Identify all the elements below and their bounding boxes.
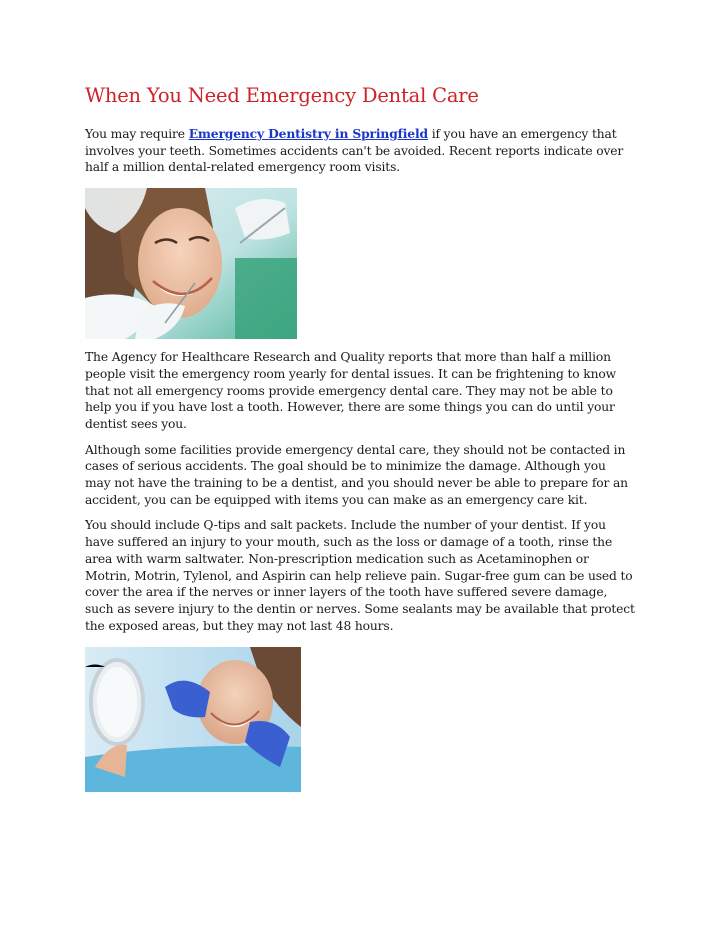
dental-mirror-photo — [85, 647, 301, 792]
intro-text-after: if you have an emergency that involves your teeth. Sometimes accidents can't be avoided. Recent reports indicate over half a million dental-related emergency room visits. — [85, 127, 624, 175]
document-content — [85, 84, 635, 792]
patient-smiling-illustration — [85, 188, 297, 339]
paragraph-1: The Agency for Healthcare Research and Quality reports that more than half a million people visit the emergency room yearly for dental issues. It can be frightening to know that not all emergency rooms provide emergency dental care. They may not be able to help you if you have lost a tooth. However, there are some things you can do until your dentist sees you. — [85, 350, 616, 431]
paragraph-2: Although some facilities provide emergency dental care, they should not be contacted in cases of serious accidents. The goal should be to minimize the damage. Although you may not have the training to be a dentist, and you should never be able to prepare for an accident, you can be equipped with items you can make as an emergency care kit. — [85, 442, 628, 507]
paragraph-3: You should include Q-tips and salt packets. Include the number of your dentist. If you have suffered an injury to your mouth, such as the loss or damage of a tooth, rinse the area with warm saltwater. Non-prescription medication such as Acetaminophen or Motrin, Motrin, Tylenol, and Aspirin can help relieve pain. Sugar-free gum can be used to cover the area if the nerves or inner layers of the tooth have suffered severe damage, such as severe injury to the dentin or nerves. Some sealants may be available that protect the exposed areas, but they may not last 48 hours. — [85, 518, 635, 633]
document-title: When You Need Emergency Dental Care — [85, 84, 479, 107]
patient-mirror-illustration — [85, 647, 301, 792]
emergency-dentistry-link[interactable]: Emergency Dentistry in Springfield — [188, 126, 428, 141]
intro-text-before: You may require — [85, 127, 189, 141]
dental-patient-photo — [85, 188, 297, 339]
intro-paragraph — [85, 126, 635, 176]
